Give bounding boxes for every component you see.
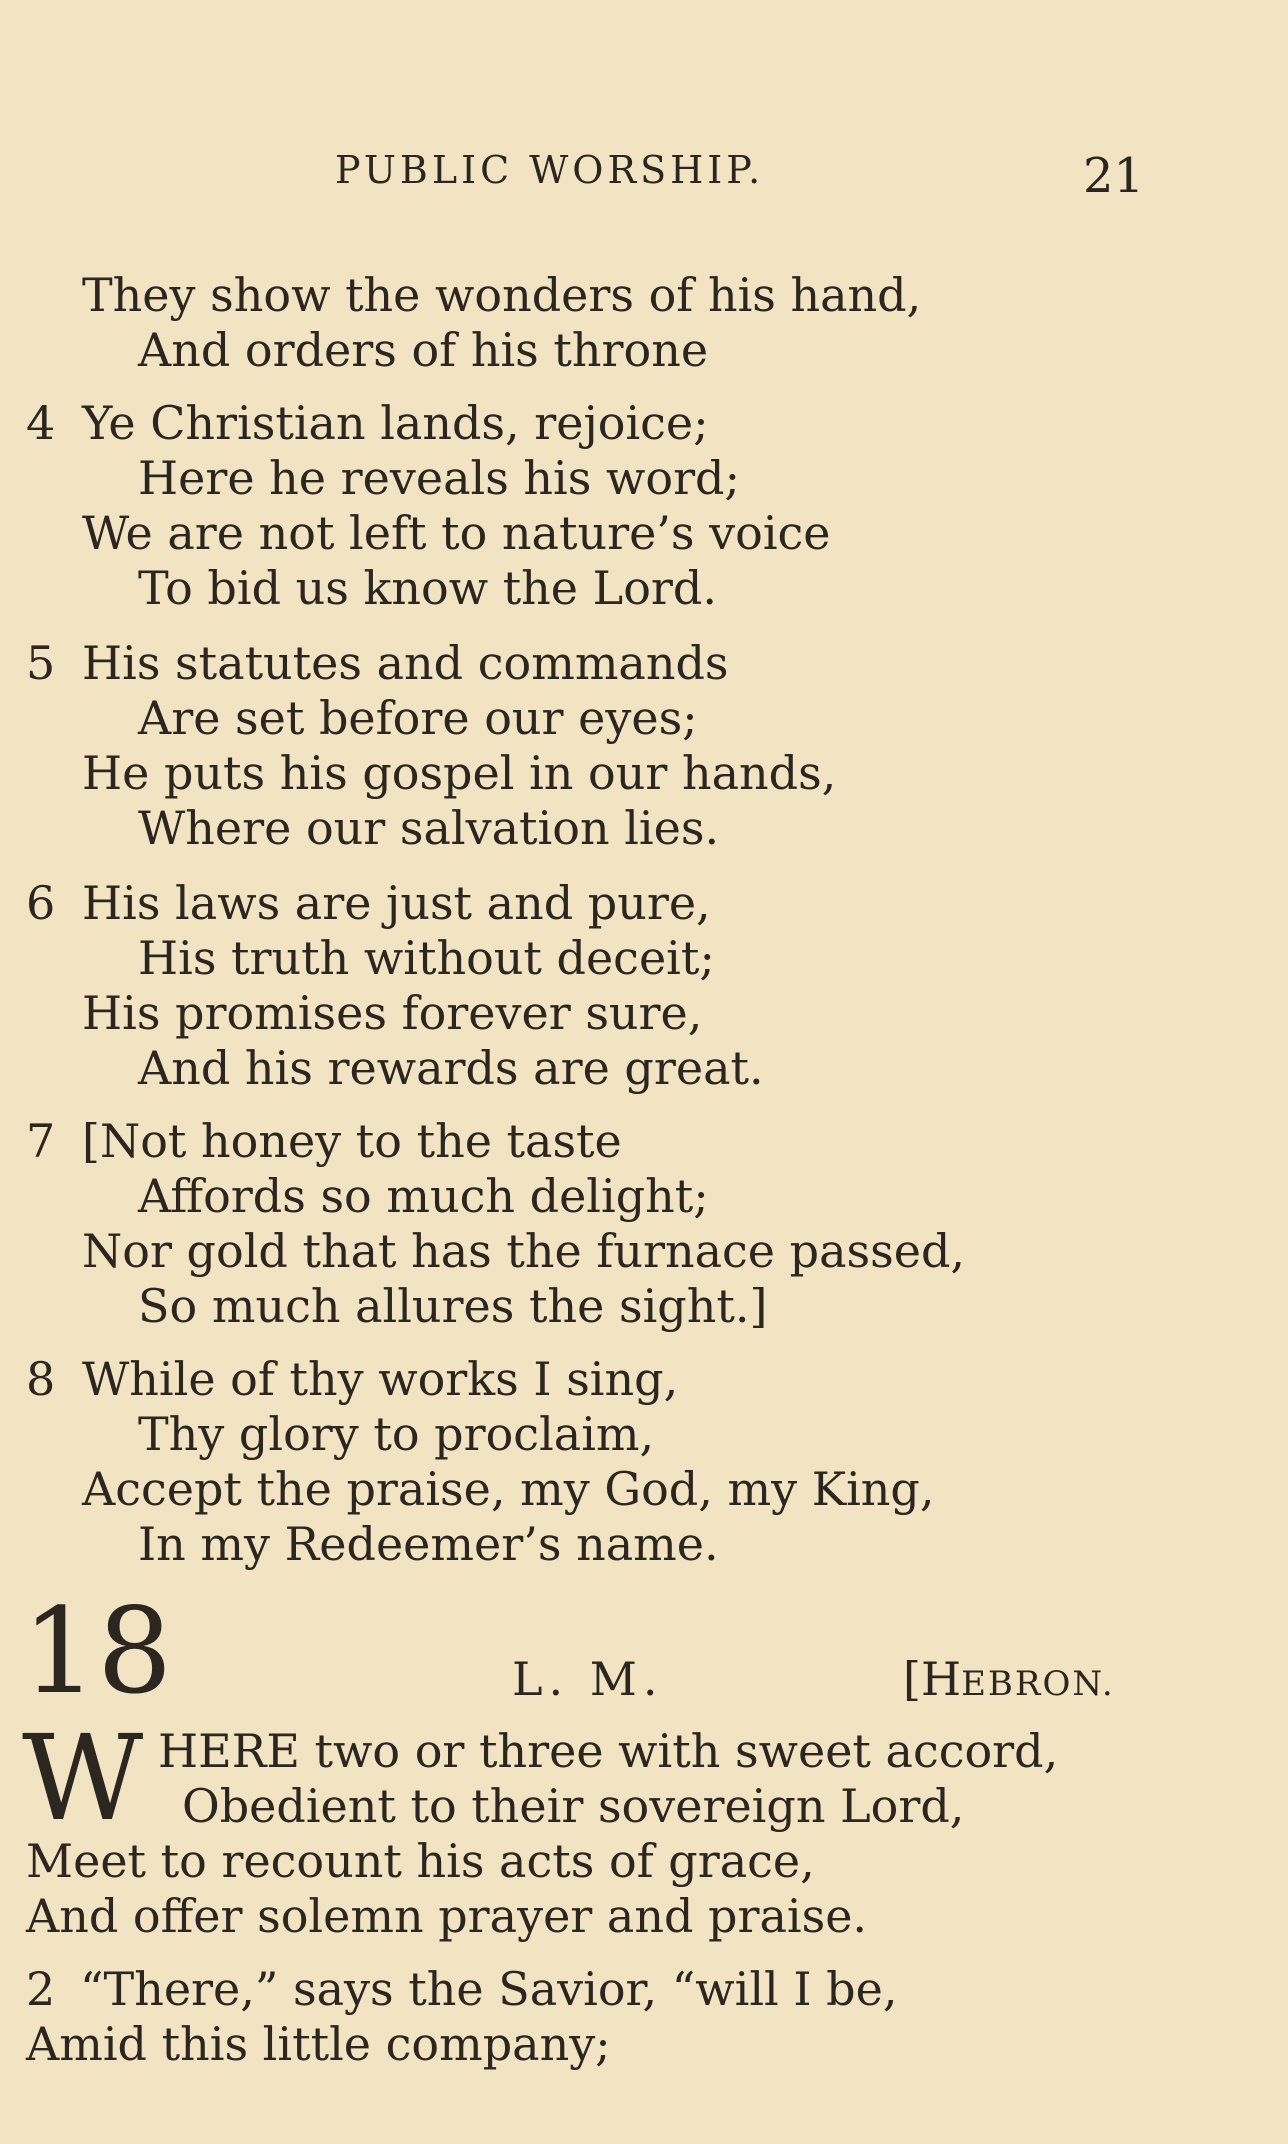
stanza-number: 6 <box>26 876 56 930</box>
verse-line: Ye Christian lands, rejoice; <box>82 396 709 450</box>
verse-line: They show the wonders of his hand, <box>82 268 922 322</box>
verse-line: To bid us know the Lord. <box>138 561 717 615</box>
verse-line: We are not left to nature’s voice <box>82 506 831 560</box>
drop-cap: W <box>22 1709 144 1847</box>
hymn-meter: L. M. <box>512 1652 664 1706</box>
verse-line: His laws are just and pure, <box>82 876 711 930</box>
verse-line: While of thy works I sing, <box>82 1352 679 1406</box>
verse-line: He puts his gospel in our hands, <box>82 746 837 800</box>
verse-line: His statutes and commands <box>82 636 729 690</box>
stanza-number: 2 <box>26 1962 56 2016</box>
tune-initial: H <box>920 1652 962 1706</box>
verse-line: Meet to recount his acts of grace, <box>26 1834 815 1888</box>
verse-line: And offer solemn prayer and praise. <box>26 1889 868 1943</box>
page-number: 21 <box>1083 148 1145 204</box>
verse-line: Are set before our eyes; <box>138 691 698 745</box>
tune-rest: EBRON. <box>961 1664 1115 1704</box>
verse-line: Where our salvation lies. <box>138 801 720 855</box>
verse-line: Thy glory to proclaim, <box>138 1407 655 1461</box>
verse-line: Accept the praise, my God, my King, <box>82 1462 935 1516</box>
verse-line: Amid this little company; <box>26 2017 611 2071</box>
verse-line: [Not honey to the taste <box>82 1114 622 1168</box>
verse-line: So much allures the sight.] <box>138 1279 768 1333</box>
verse-line: Here he reveals his word; <box>138 451 740 505</box>
stanza-number: 4 <box>26 396 56 450</box>
verse-line: And his rewards are great. <box>138 1041 764 1095</box>
stanza-number: 7 <box>26 1114 56 1168</box>
verse-line: “There,” says the Savior, “will I be, <box>80 1962 898 2016</box>
stanza-number: 8 <box>26 1352 56 1406</box>
verse-line: HERE two or three with sweet accord, <box>158 1724 1059 1778</box>
verse-line: Obedient to their sovereign Lord, <box>182 1779 965 1833</box>
running-title: PUBLIC WORSHIP. <box>335 148 765 192</box>
tune-name <box>903 1652 1115 1706</box>
verse-line: His truth without deceit; <box>138 931 715 985</box>
stanza-number: 5 <box>26 636 56 690</box>
tune-bracket: [ <box>903 1652 921 1706</box>
verse-line: Nor gold that has the furnace passed, <box>82 1224 966 1278</box>
verse-line: His promises forever sure, <box>82 986 703 1040</box>
verse-line: And orders of his throne <box>138 323 709 377</box>
verse-line: In my Redeemer’s name. <box>138 1517 719 1571</box>
verse-line: Affords so much delight; <box>138 1169 709 1223</box>
hymn-number: 18 <box>22 1582 173 1720</box>
